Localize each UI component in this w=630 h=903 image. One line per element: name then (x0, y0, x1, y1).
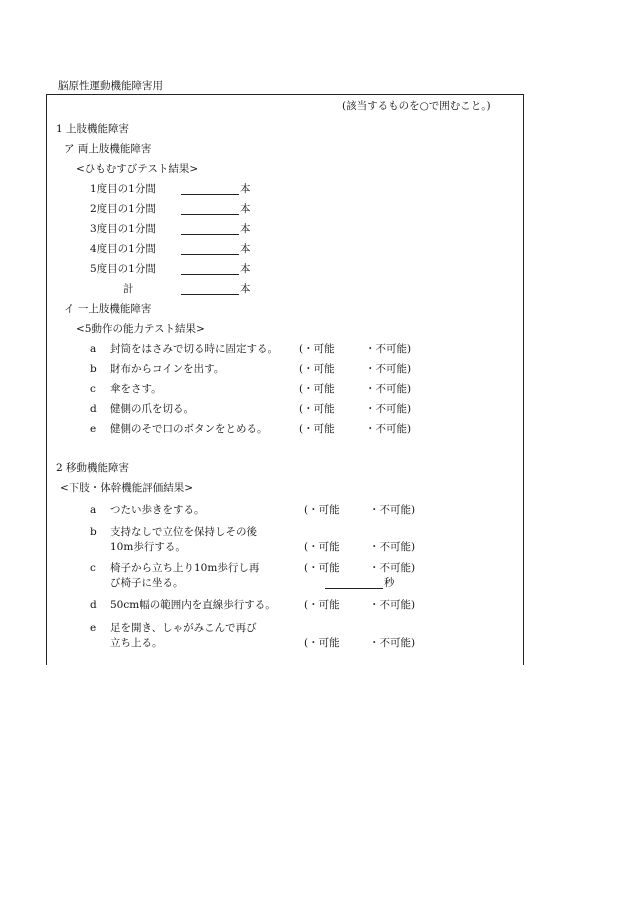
item-letter: b (90, 526, 97, 538)
option-impossible[interactable]: ・不可能) (369, 504, 416, 516)
option-possible[interactable]: (・可能 (299, 383, 335, 395)
item-text-line1: 椅子から立ち上り10m歩行し再 (110, 562, 260, 574)
option-impossible[interactable]: ・不可能) (369, 637, 416, 649)
himo-row-unit: 本 (240, 243, 251, 255)
section1a-heading: ア 両上肢機能障害 (64, 143, 152, 155)
himo-total-unit: 本 (240, 283, 251, 295)
item-text: 財布からコインを出す。 (110, 363, 225, 375)
item-text: 健側のそで口のボタンをとめる。 (110, 423, 268, 435)
option-possible[interactable]: (・可能 (304, 562, 340, 574)
item-text: つたい歩きをする。 (110, 504, 205, 516)
item-letter: d (90, 403, 97, 415)
item-text-line1: 支持なしで立位を保持しその後 (110, 526, 257, 538)
option-possible[interactable]: (・可能 (304, 599, 340, 611)
item-text-line2: び椅子に坐る。 (110, 577, 184, 589)
himo-row-label: 1度目の1分間 (90, 183, 156, 195)
seconds-field[interactable] (325, 578, 383, 592)
himo-test-title: <ひもむすびテスト結果> (76, 163, 199, 175)
item-text: 封筒をはさみで切る時に固定する。 (110, 343, 278, 355)
option-possible[interactable]: (・可能 (299, 403, 335, 415)
himo-row-unit: 本 (240, 183, 251, 195)
item-letter: a (90, 504, 97, 516)
five-actions-test-title: <5動作の能力テスト結果> (76, 323, 205, 335)
option-impossible[interactable]: ・不可能) (369, 541, 416, 553)
item-letter: e (90, 622, 97, 634)
section2-heading: 2 移動機能障害 (56, 462, 130, 474)
himo-count-field[interactable] (181, 264, 239, 278)
mobility-test-title: <下肢・体幹機能評価結果> (60, 482, 194, 494)
himo-row-label: 4度目の1分間 (90, 243, 156, 255)
section1-heading: 1 上肢機能障害 (56, 123, 130, 135)
option-possible[interactable]: (・可能 (299, 363, 335, 375)
himo-count-field[interactable] (181, 244, 239, 258)
himo-row-unit: 本 (240, 203, 251, 215)
himo-total-field[interactable] (181, 284, 239, 298)
item-letter: e (90, 423, 97, 435)
himo-row-label: 3度目の1分間 (90, 223, 156, 235)
option-impossible[interactable]: ・不可能) (369, 599, 416, 611)
item-text-line2: 10m歩行する。 (110, 541, 186, 553)
himo-row-label: 2度目の1分間 (90, 203, 156, 215)
option-impossible[interactable]: ・不可能) (365, 423, 412, 435)
himo-count-field[interactable] (181, 184, 239, 198)
item-letter: d (90, 599, 97, 611)
item-text: 健側の爪を切る。 (110, 403, 194, 415)
item-text: 50cm幅の範囲内を直線歩行する。 (110, 599, 276, 611)
option-impossible[interactable]: ・不可能) (365, 383, 412, 395)
section1i-heading: イ 一上肢機能障害 (64, 303, 152, 315)
himo-total-label: 計 (123, 283, 134, 295)
item-letter: c (90, 562, 96, 574)
option-impossible[interactable]: ・不可能) (365, 343, 412, 355)
himo-count-field[interactable] (181, 224, 239, 238)
option-possible[interactable]: (・可能 (304, 541, 340, 553)
himo-row-unit: 本 (240, 263, 251, 275)
option-possible[interactable]: (・可能 (304, 637, 340, 649)
seconds-unit: 秒 (384, 577, 395, 589)
option-possible[interactable]: (・可能 (299, 423, 335, 435)
himo-row-unit: 本 (240, 223, 251, 235)
item-letter: c (90, 383, 96, 395)
himo-row-label: 5度目の1分間 (90, 263, 156, 275)
instruction-text: (該当するものを○で囲むこと。) (342, 100, 491, 112)
option-possible[interactable]: (・可能 (299, 343, 335, 355)
item-letter: a (90, 343, 97, 355)
option-impossible[interactable]: ・不可能) (369, 562, 416, 574)
item-text: 傘をさす。 (110, 383, 162, 395)
himo-count-field[interactable] (181, 204, 239, 218)
item-text-line2: 立ち上る。 (110, 637, 163, 649)
option-impossible[interactable]: ・不可能) (365, 403, 412, 415)
item-letter: b (90, 363, 97, 375)
item-text-line1: 足を開き、しゃがみこんで再び (110, 622, 257, 634)
form-title: 脳原性運動機能障害用 (58, 80, 163, 92)
option-impossible[interactable]: ・不可能) (365, 363, 412, 375)
option-possible[interactable]: (・可能 (304, 504, 340, 516)
